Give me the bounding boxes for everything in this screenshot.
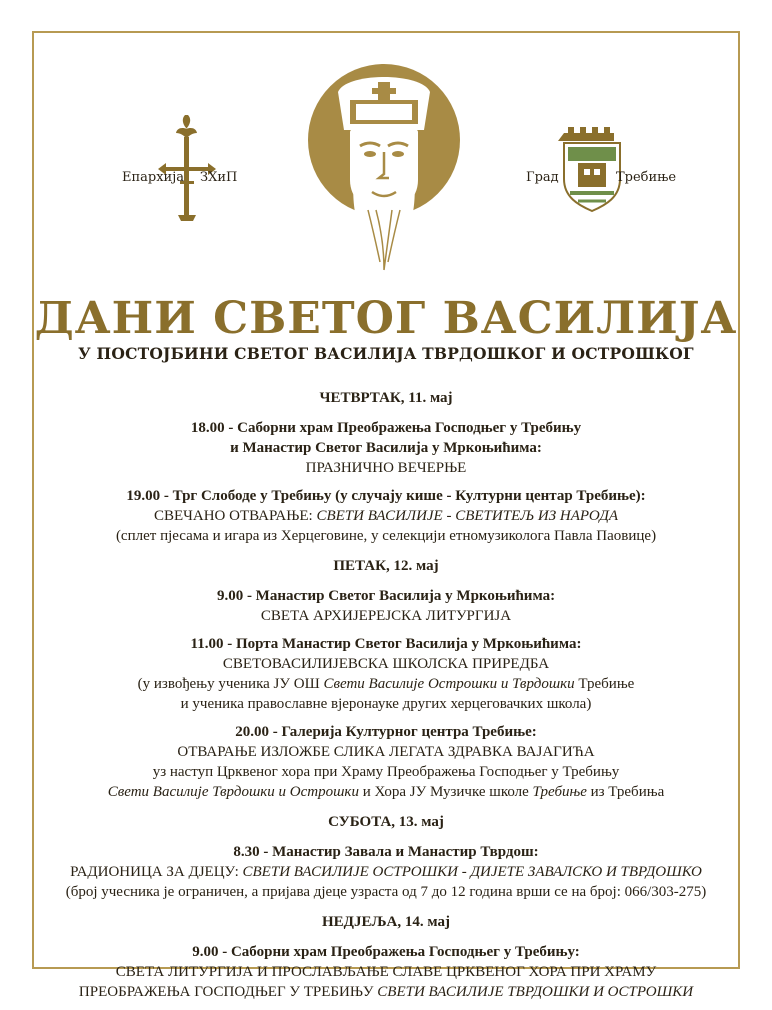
event-title xyxy=(40,982,732,1002)
event-item xyxy=(40,942,732,1002)
event-note-part: (у извођењу ученика ЈУ ОШ xyxy=(137,676,324,692)
event-title xyxy=(40,862,732,882)
event-note: уз наступ Црквеног хора при Храму Преображења Господњег у Требињу xyxy=(152,764,620,780)
event-heading-cont: и Манастир Светог Василија у Мркоњићима: xyxy=(230,440,542,456)
event-heading: 8.30 - Манастир Завала и Манастир Тврдош: xyxy=(233,844,539,860)
event-heading: 19.00 - Трг Слободе у Требињу (у случају кише - Културни центар Требиње): xyxy=(126,488,646,504)
event-heading: 9.00 - Манастир Светог Василија у Мркоњићима: xyxy=(216,588,556,604)
header xyxy=(0,60,772,285)
event-note: (сплет пјесама и игара из Херцеговине, у селекцији етномузиколога Павла Паовице) xyxy=(115,528,657,544)
event-item xyxy=(40,842,732,902)
saint-portrait-icon xyxy=(306,60,462,282)
event-note: (број учесника је ограничен, а пријава дјеце узраста од 7 до 12 година врши се на број: 066/303-275) xyxy=(65,884,707,900)
event-heading: 18.00 - Саборни храм Преображења Господњег у Требињу xyxy=(190,420,582,436)
event-item xyxy=(40,418,732,478)
day-heading: СУБОТА, 13. мај xyxy=(328,814,444,830)
event-heading: 11.00 - Порта Манастир Светог Василија у Мркоњићима: xyxy=(190,636,582,652)
event-note xyxy=(40,674,732,694)
event-note-italic: Требиње xyxy=(532,784,587,800)
page-subtitle: У ПОСТОЈБИНИ СВЕТОГ ВАСИЛИЈА ТВРДОШКОГ И ОСТРОШКОГ xyxy=(78,344,694,363)
event-title-italic: СВЕТИ ВАСИЛИЈЕ - СВЕТИТЕЉ ИЗ НАРОДА xyxy=(316,508,619,524)
day-heading: ПЕТАК, 12. мај xyxy=(333,558,439,574)
event-item xyxy=(40,722,732,802)
city-coat-of-arms xyxy=(526,115,676,225)
event-heading: 20.00 - Галерија Културног центра Требиње: xyxy=(235,724,537,740)
eparchy-word-2: ЗХиП xyxy=(200,170,238,185)
eparchy-logo xyxy=(122,115,252,225)
event-title-part: СВЕЧАНО ОТВАРАЊЕ: xyxy=(153,508,317,524)
event-title: ОТВАРАЊЕ ИЗЛОЖБЕ СЛИКА ЛЕГАТА ЗДРАВКА ВАЈАГИЋА xyxy=(177,744,595,760)
event-item xyxy=(40,486,732,546)
program-schedule xyxy=(40,388,732,1010)
day-heading: ЧЕТВРТАК, 11. мај xyxy=(319,390,453,406)
event-note xyxy=(40,782,732,802)
event-item xyxy=(40,634,732,714)
event-note-italic: Свети Василије Тврдошки и Острошки xyxy=(107,784,359,800)
event-title: СВЕТА ЛИТУРГИЈА И ПРОСЛАВЉАЊЕ СЛАВЕ ЦРКВЕНОГ ХОРА ПРИ ХРАМУ xyxy=(115,964,657,980)
event-title-part: РАДИОНИЦА ЗА ДЈЕЦУ: xyxy=(70,864,243,880)
city-word-2: Требиње xyxy=(616,170,677,185)
event-title-part: ПРЕОБРАЖЕЊА ГОСПОДЊЕГ У ТРЕБИЊУ xyxy=(78,984,378,1000)
event-title-italic: СВЕТИ ВАСИЛИЈЕ ТВРДОШКИ И ОСТРОШКИ xyxy=(377,984,694,1000)
event-note-part: из Требиња xyxy=(586,784,665,800)
city-word-1: Град xyxy=(526,170,559,185)
event-note-part: Требиње xyxy=(574,676,635,692)
event-note: и ученика православне вјеронауке других херцеговачких школа) xyxy=(180,696,592,712)
event-note-italic: Свети Василије Острошки и Тврдошки xyxy=(323,676,575,692)
event-item xyxy=(40,586,732,626)
saint-basil-portrait xyxy=(306,60,462,282)
event-heading: 9.00 - Саборни храм Преображења Господњег у Требињу: xyxy=(192,944,580,960)
page-title: ДАНИ СВЕТОГ ВАСИЛИЈА xyxy=(34,293,738,344)
event-title: СВЕТОВАСИЛИЈЕВСКА ШКОЛСКА ПРИРЕДБА xyxy=(222,656,550,672)
day-heading: НЕДЈЕЉА, 14. мај xyxy=(322,914,450,930)
eparchy-word-1: Епархија xyxy=(122,170,185,185)
event-title xyxy=(40,506,732,526)
event-title: СВЕТА АРХИЈЕРЕЈСКА ЛИТУРГИЈА xyxy=(260,608,512,624)
event-note-part: и Хора ЈУ Музичке школе xyxy=(358,784,533,800)
event-title-italic: СВЕТИ ВАСИЛИЈЕ ОСТРОШКИ - ДИЈЕТЕ ЗАВАЛСКО И ТВРДОШКО xyxy=(242,864,702,880)
event-title: ПРАЗНИЧНО ВЕЧЕРЊЕ xyxy=(305,460,467,476)
